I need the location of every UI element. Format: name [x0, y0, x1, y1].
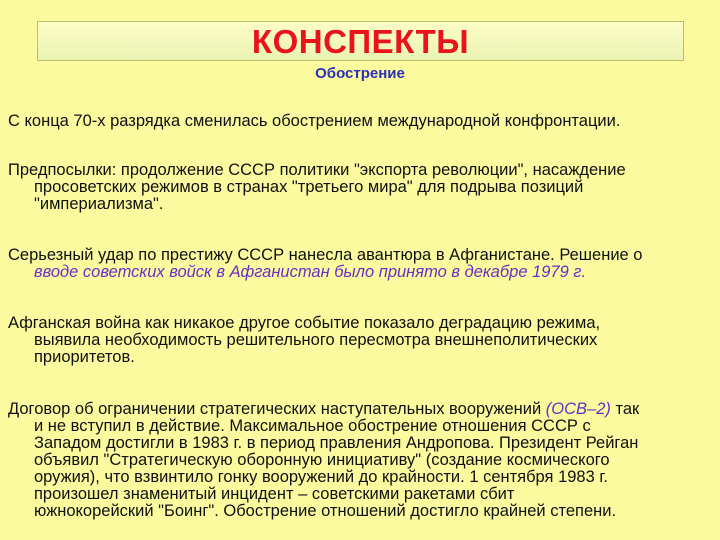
- page-title: КОНСПЕКТЫ: [251, 23, 470, 60]
- paragraph-5-line-1-end: так: [610, 400, 640, 418]
- paragraph-3-line-2-emphasis: вводе советских войск в Афганистан было принято в декабре 1979 г.: [34, 263, 587, 281]
- paragraph-4-line-2: выявила необходимость решительного пересмотра внешнеполитических: [34, 331, 598, 349]
- paragraph-3: [8, 247, 714, 281]
- paragraph-5-line-4: объявил "Стратегическую оборонную инициативу" (создание космического: [34, 451, 610, 469]
- title-box: [37, 21, 684, 61]
- paragraph-2-line-2: просоветских режимов в странах "третьего мира" для подрыва позиций: [34, 178, 584, 196]
- osv-2-emphasis: (ОСВ–2): [545, 400, 611, 418]
- paragraph-5: [8, 401, 714, 520]
- paragraph-5-line-1: [8, 401, 714, 418]
- paragraph-2-line-3: "империализма".: [34, 195, 164, 213]
- paragraph-5-line-5: оружия), что взвинтило гонку вооружений до крайности. 1 сентября 1983 г.: [34, 468, 608, 486]
- paragraph-1: [8, 113, 714, 130]
- paragraph-5-line-6: произошел знаменитый инцидент – советскими ракетами сбит: [34, 485, 515, 503]
- paragraph-3-line-1: Серьезный удар по престижу СССР нанесла авантюра в Афганистане. Решение о: [8, 246, 643, 264]
- paragraph-4-line-3: приоритетов.: [34, 348, 135, 366]
- paragraph-2-line-1: Предпосылки: продолжение СССР политики "экспорта революции", насаждение: [8, 161, 626, 179]
- paragraph-2: [8, 162, 714, 213]
- paragraph-5-line-2: и не вступил в действие. Максимальное обострение отношения СССР с: [34, 417, 591, 435]
- page-subtitle: Обострение: [315, 65, 405, 82]
- paragraph-1-line-1: С конца 70-х разрядка сменилась обострением международной конфронтации.: [8, 112, 621, 130]
- paragraph-5-line-7: южнокорейский "Боинг". Обострение отношений достигло крайней степени.: [34, 502, 617, 520]
- paragraph-4-line-1: Афганская война как никакое другое событие показало деградацию режима,: [8, 314, 601, 332]
- paragraph-5-line-1-text: Договор об ограничении стратегических наступательных вооружений: [8, 400, 546, 418]
- paragraph-5-line-3: Западом достигли в 1983 г. в период правления Андропова. Президент Рейган: [34, 434, 639, 452]
- paragraph-4: [8, 315, 714, 366]
